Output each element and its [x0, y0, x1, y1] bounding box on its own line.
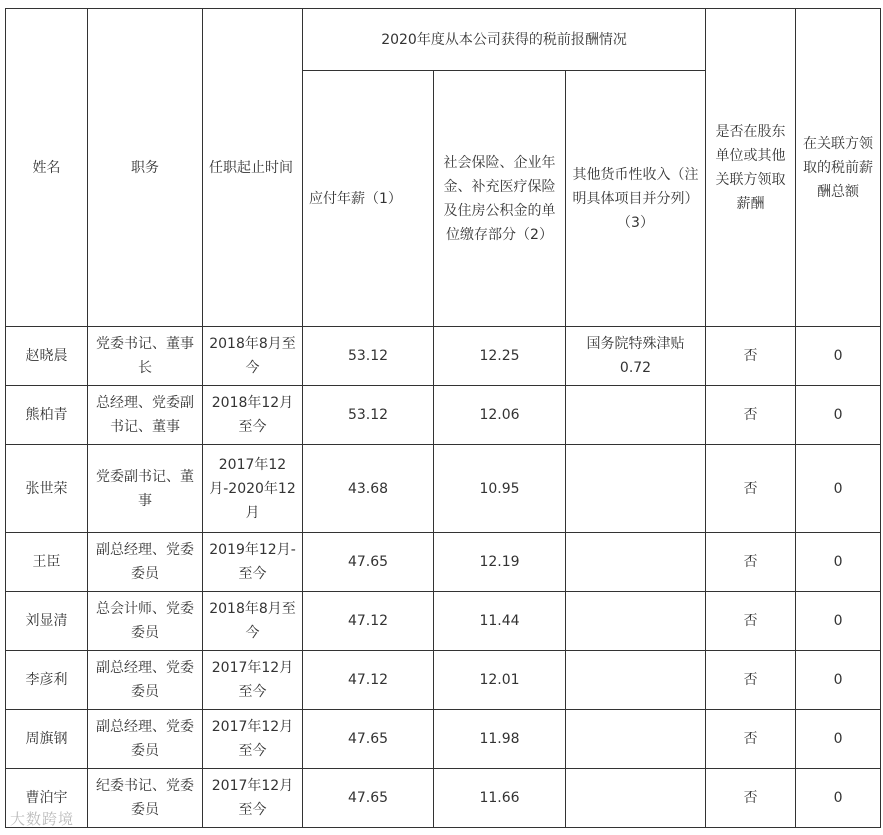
cell-insurance: 12.01	[434, 651, 566, 710]
cell-other	[566, 592, 706, 651]
cell-related: 否	[706, 651, 796, 710]
cell-name: 张世荣	[6, 445, 88, 533]
cell-related: 否	[706, 710, 796, 769]
cell-related: 否	[706, 769, 796, 828]
cell-total: 0	[796, 592, 881, 651]
cell-position: 纪委书记、党委委员	[88, 769, 203, 828]
cell-position: 副总经理、党委委员	[88, 710, 203, 769]
table-row	[6, 710, 881, 769]
cell-position: 党委书记、董事长	[88, 327, 203, 386]
cell-related: 否	[706, 445, 796, 533]
cell-name: 赵晓晨	[6, 327, 88, 386]
cell-term: 2017年12月至今	[203, 651, 303, 710]
cell-name: 李彦利	[6, 651, 88, 710]
cell-position: 副总经理、党委委员	[88, 533, 203, 592]
cell-salary: 53.12	[303, 386, 434, 445]
cell-other: 国务院特殊津贴0.72	[566, 327, 706, 386]
cell-term: 2017年12月至今	[203, 769, 303, 828]
cell-insurance: 12.06	[434, 386, 566, 445]
cell-related: 否	[706, 327, 796, 386]
cell-insurance: 11.44	[434, 592, 566, 651]
cell-related: 否	[706, 533, 796, 592]
watermark: 大数跨境	[10, 810, 75, 828]
cell-term: 2019年12月-至今	[203, 533, 303, 592]
table-row	[6, 533, 881, 592]
cell-other	[566, 386, 706, 445]
cell-total: 0	[796, 386, 881, 445]
cell-position: 总经理、党委副书记、董事	[88, 386, 203, 445]
table-row	[6, 651, 881, 710]
cell-insurance: 11.98	[434, 710, 566, 769]
header-related-party: 是否在股东单位或其他关联方领取薪酬	[706, 9, 796, 327]
header-insurance: 社会保险、企业年金、补充医疗保险及住房公积金的单位缴存部分（2）	[434, 71, 566, 327]
cell-salary: 47.65	[303, 710, 434, 769]
cell-insurance: 12.25	[434, 327, 566, 386]
cell-related: 否	[706, 592, 796, 651]
cell-other	[566, 445, 706, 533]
cell-salary: 47.65	[303, 769, 434, 828]
table-row	[6, 327, 881, 386]
cell-other	[566, 769, 706, 828]
cell-name: 周旗钢	[6, 710, 88, 769]
table-row	[6, 445, 881, 533]
cell-term: 2018年12月至今	[203, 386, 303, 445]
cell-other	[566, 651, 706, 710]
cell-total: 0	[796, 327, 881, 386]
cell-name: 刘显清	[6, 592, 88, 651]
cell-insurance: 10.95	[434, 445, 566, 533]
cell-name: 曹泊宇	[6, 769, 88, 828]
table-row	[6, 386, 881, 445]
cell-name: 王臣	[6, 533, 88, 592]
table-row	[6, 769, 881, 828]
cell-salary: 47.65	[303, 533, 434, 592]
header-position: 职务	[88, 9, 203, 327]
cell-insurance: 12.19	[434, 533, 566, 592]
header-related-total: 在关联方领取的税前薪酬总额	[796, 9, 881, 327]
cell-term: 2018年8月至今	[203, 327, 303, 386]
cell-salary: 53.12	[303, 327, 434, 386]
table-row	[6, 592, 881, 651]
header-salary: 应付年薪（1）	[303, 71, 434, 327]
cell-name: 熊柏青	[6, 386, 88, 445]
cell-term: 2018年8月至今	[203, 592, 303, 651]
cell-term: 2017年12月至今	[203, 710, 303, 769]
cell-position: 副总经理、党委委员	[88, 651, 203, 710]
cell-other	[566, 710, 706, 769]
cell-related: 否	[706, 386, 796, 445]
cell-term: 2017年12月-2020年12月	[203, 445, 303, 533]
cell-total: 0	[796, 651, 881, 710]
cell-salary: 47.12	[303, 651, 434, 710]
header-term: 任职起止时间	[203, 9, 303, 327]
cell-other	[566, 533, 706, 592]
cell-position: 总会计师、党委委员	[88, 592, 203, 651]
cell-total: 0	[796, 445, 881, 533]
compensation-table	[5, 8, 881, 828]
cell-insurance: 11.66	[434, 769, 566, 828]
header-other-income: 其他货币性收入（注明具体项目并分列）（3）	[566, 71, 706, 327]
header-pretax-compensation-group: 2020年度从本公司获得的税前报酬情况	[303, 9, 706, 71]
header-name: 姓名	[6, 9, 88, 327]
cell-salary: 47.12	[303, 592, 434, 651]
cell-salary: 43.68	[303, 445, 434, 533]
cell-total: 0	[796, 533, 881, 592]
cell-total: 0	[796, 769, 881, 828]
cell-position: 党委副书记、董事	[88, 445, 203, 533]
cell-total: 0	[796, 710, 881, 769]
